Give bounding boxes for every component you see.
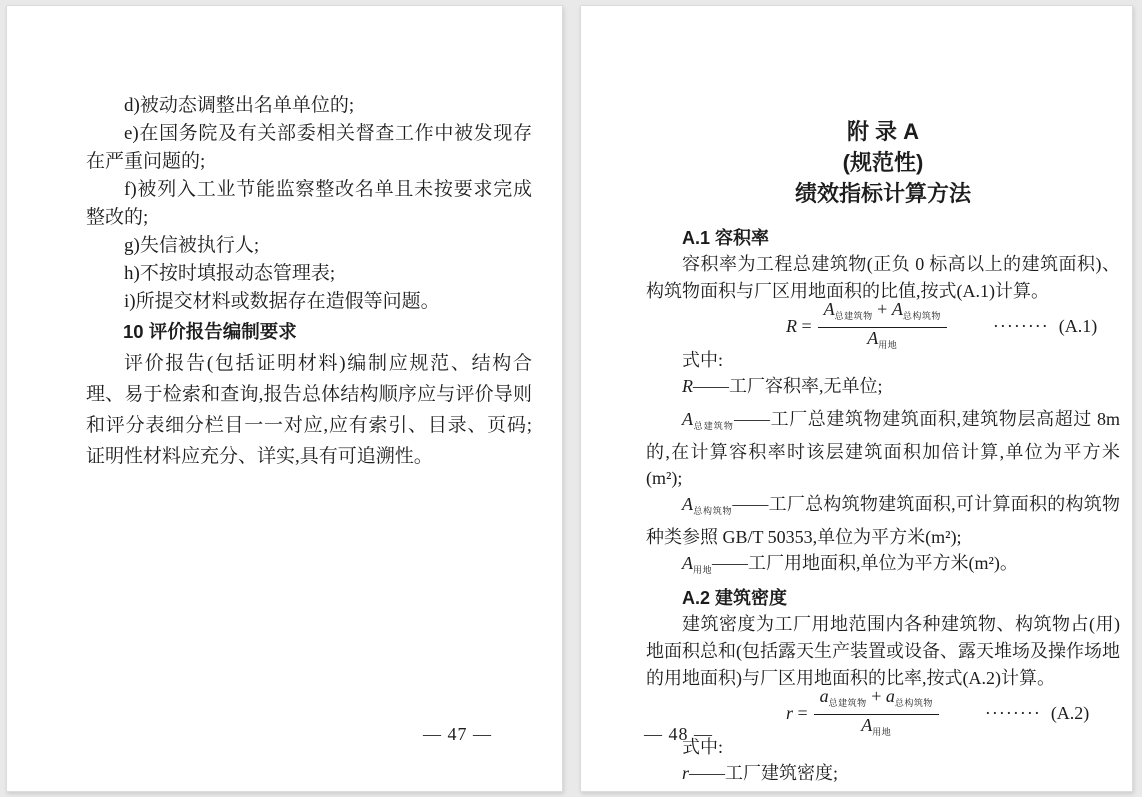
formula-a1-label: (A.1): [1058, 316, 1098, 336]
paragraph-a2-intro: 建筑密度为工厂用地范围内各种建筑物、构筑物占(用)地面积总和(包括露天生产装置或设备、露天堆场及操作场地的用地面积)与厂区用地面积的比率,按式(A.2)计算。: [646, 614, 1120, 688]
formula-a2-dot-leader: ········: [984, 703, 1041, 723]
list-item-d: d)被动态调整出名单单位的;: [124, 95, 355, 116]
formula-a1-numerator: $A_{总建筑物} + A_{总构筑物}$: [818, 299, 947, 328]
definition-a-total-building: $A_{总建筑物}——$工厂总建筑物建筑面积,建筑物层高超过 8m 的,在计算容积率时该层建筑面积加倍计算,单位为平方米(m²);: [646, 409, 1120, 488]
formula-a2-denominator: $A_{用地}$: [861, 714, 892, 737]
formula-a1: [786, 298, 1120, 350]
section-10-heading: 10 评价报告编制要求: [123, 321, 297, 342]
appendix-title-line2: (规范性): [842, 150, 924, 175]
where-label-a1: 式中:: [682, 350, 724, 370]
list-item-e: e)在国务院及有关部委相关督查工作中被发现存在严重问题的;: [86, 123, 532, 172]
formula-a2-fraction: [814, 686, 939, 741]
formula-a1-fraction: [818, 299, 947, 354]
page-number-48: — 48 —: [644, 724, 713, 744]
where-label-a2: 式中:: [682, 737, 724, 757]
appendix-title: [646, 116, 1120, 209]
formula-a2-numerator: $a_{总建筑物} + a_{总构筑物}$: [814, 686, 939, 715]
formula-a2: [786, 685, 1120, 737]
definition-a-total-structure: $A_{总构筑物}——$工厂总构筑物建筑面积,可计算面积的构筑物种类参照 GB/T 50353,单位为平方米(m²);: [646, 494, 1120, 547]
formula-a1-lhs: R =: [786, 316, 812, 336]
list-item-h: h)不按时填报动态管理表;: [124, 263, 336, 284]
heading-a1: A.1 容积率: [682, 228, 770, 248]
list-item-g: g)失信被执行人;: [124, 235, 260, 256]
heading-a2: A.2 建筑密度: [682, 588, 788, 608]
appendix-title-line3: 绩效指标计算方法: [794, 181, 971, 206]
list-item-i: i)所提交材料或数据存在造假等问题。: [124, 291, 440, 312]
section-10-paragraph: 评价报告(包括证明材料)编制应规范、结构合理、易于检索和查询,报告总体结构顺序应与评价导则和评分表细分栏目一一对应,应有索引、目录、页码;证明性材料应充分、详实,具有可追溯性。: [86, 353, 532, 467]
formula-a2-label: (A.2): [1050, 703, 1090, 723]
formula-a1-dot-leader: ········: [992, 316, 1049, 336]
page-47: [6, 5, 563, 792]
definition-a-land: $A_{用地}——$工厂用地面积,单位为平方米(m²)。: [682, 553, 1018, 575]
list-item-f: f)被列入工业节能监察整改名单且未按要求完成整改的;: [86, 179, 532, 228]
definition-r-ratio: R——工厂容积率,无单位;: [682, 376, 883, 396]
formula-a2-lhs: r =: [786, 703, 808, 723]
page-48: [580, 5, 1133, 792]
page-number-47: — 47 —: [423, 724, 492, 744]
page-48-content: [581, 6, 1132, 793]
page-47-content: [7, 6, 562, 472]
paragraph-a1-intro: 容积率为工程总建筑物(正负 0 标高以上的建筑面积)、构筑物面积与厂区用地面积的比值,按式(A.1)计算。: [646, 254, 1120, 301]
definition-r-density: r——工厂建筑密度;: [682, 763, 839, 783]
formula-a1-denominator: $A_{用地}$: [867, 327, 898, 350]
appendix-title-line1: 附 录 A: [846, 119, 920, 144]
